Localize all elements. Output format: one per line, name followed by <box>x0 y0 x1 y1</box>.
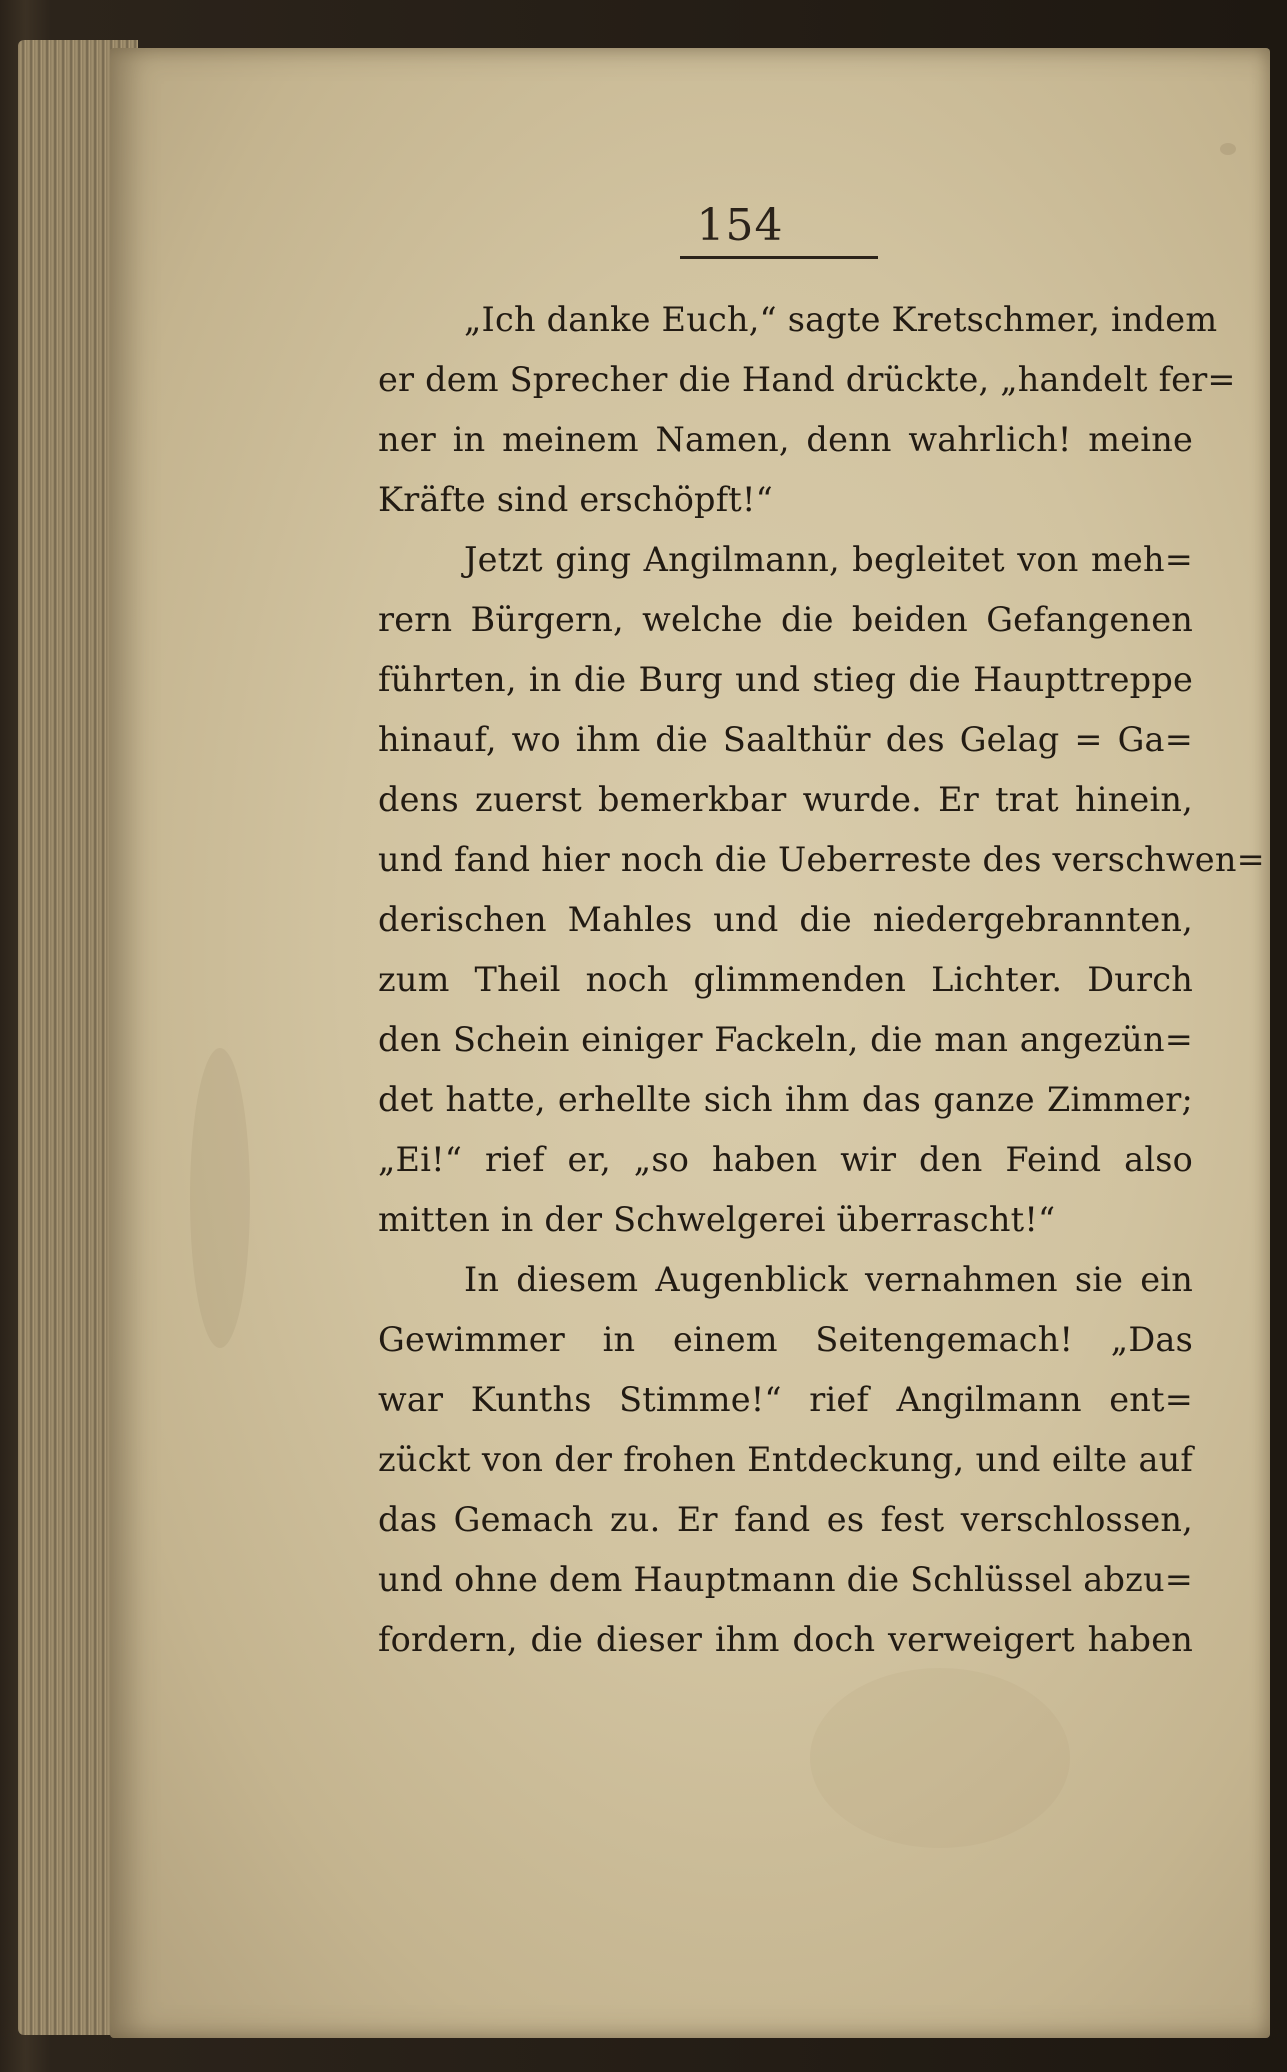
text-line: führten, in die Burg und stieg die Haupttreppe <box>378 660 1193 699</box>
body-text <box>378 290 1265 1670</box>
text-line: Gewimmer in einem Seitengemach! „Das <box>378 1320 1193 1359</box>
text-line: det hatte, erhellte sich ihm das ganze Zimmer; <box>378 1080 1193 1119</box>
header-rule <box>680 256 878 259</box>
text-line: „Ei!“ rief er, „so haben wir den Feind also <box>378 1140 1193 1179</box>
text-line: und fand hier noch die Ueberreste des verschwen= <box>378 840 1265 879</box>
text-line: dens zuerst bemerkbar wurde. Er trat hinein, <box>378 780 1193 819</box>
page-number: 154 <box>696 200 784 251</box>
text-line: „Ich danke Euch,“ sagte Kretschmer, indem <box>464 300 1218 339</box>
text-line: derischen Mahles und die niedergebrannten, <box>378 900 1193 939</box>
text-line: rern Bürgern, welche die beiden Gefangenen <box>378 600 1193 639</box>
paper-stain <box>1220 143 1236 155</box>
text-line: und ohne dem Hauptmann die Schlüssel abzu= <box>378 1560 1193 1599</box>
text-line: mitten in der Schwelgerei überrascht!“ <box>378 1200 1056 1239</box>
text-line: den Schein einiger Fackeln, die man angezün= <box>378 1020 1193 1059</box>
text-line: zum Theil noch glimmenden Lichter. Durch <box>378 960 1193 999</box>
text-line: er dem Sprecher die Hand drückte, „handelt fer= <box>378 360 1236 399</box>
paper-stain <box>190 1048 250 1348</box>
text-line: fordern, die dieser ihm doch verweigert haben <box>378 1620 1193 1659</box>
text-line: Jetzt ging Angilmann, begleitet von meh= <box>464 540 1193 579</box>
text-line: zückt von der frohen Entdeckung, und eilte auf <box>378 1440 1193 1479</box>
text-line: In diesem Augenblick vernahmen sie ein <box>464 1260 1193 1299</box>
paper-stain <box>810 1668 1070 1848</box>
text-line: hinauf, wo ihm die Saalthür des Gelag = Ga= <box>378 720 1193 759</box>
text-line: das Gemach zu. Er fand es fest verschlossen, <box>378 1500 1193 1539</box>
text-line: ner in meinem Namen, denn wahrlich! meine <box>378 420 1193 459</box>
text-line: Kräfte sind erschöpft!“ <box>378 480 773 519</box>
text-line: war Kunths Stimme!“ rief Angilmann ent= <box>378 1380 1193 1419</box>
